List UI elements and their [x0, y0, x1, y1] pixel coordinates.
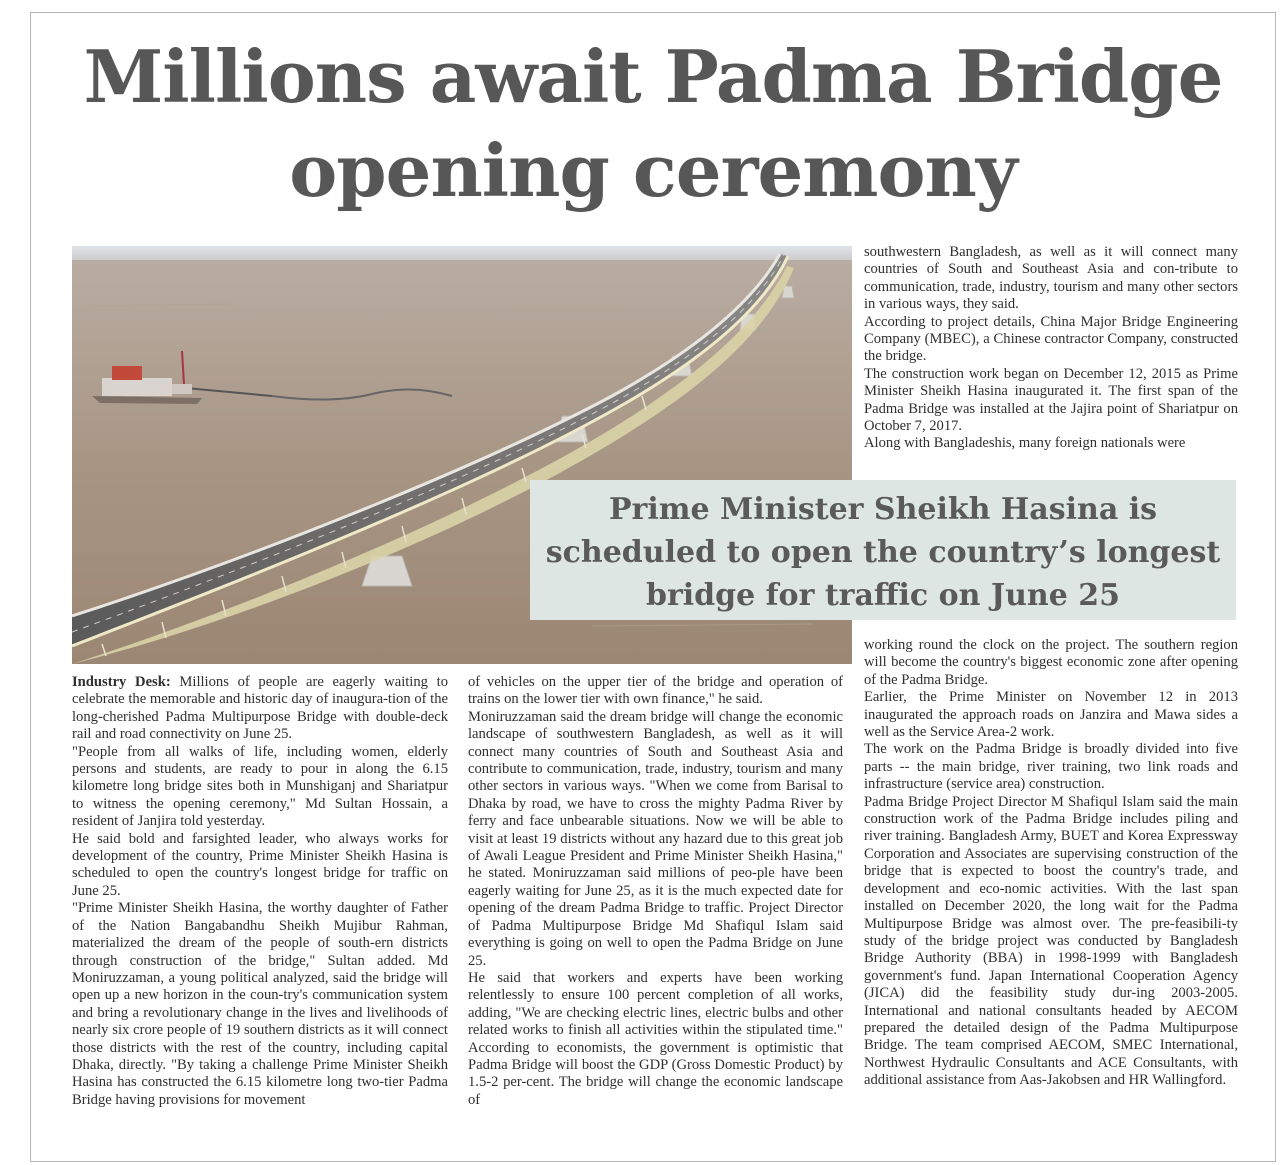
- byline: Industry Desk:: [72, 674, 171, 690]
- article-paragraph: Industry Desk: Millions of people are eagerly waiting to celebrate the memorable and historic day of inaugura-tion of the long-cherished Padma Multipurpose Bridge with double-deck rail and road connectivity on June 25.: [72, 674, 448, 743]
- article-paragraph: The construction work began on December 12, 2015 as Prime Minister Sheikh Hasina inaugurated it. The first span of the Padma Bridge was installed at the Jajira point of Shariatpur on October 7, 2017.: [864, 365, 1238, 435]
- article-column-3-top: [864, 244, 1238, 453]
- article-paragraph: "People from all walks of life, including women, elderly persons and students, are ready to pour in along the 6.15 kilometre long bridge sites both in Munshiganj and Shariatpur to witness the opening ceremony," Md Sultan Hossain, a resident of Janjira told yesterday.: [72, 743, 448, 830]
- pull-quote: Prime Minister Sheikh Hasina is scheduled to open the country’s longest bridge for traffic on June 25: [530, 480, 1236, 620]
- article-column-1: [72, 674, 448, 1109]
- article-paragraph: Earlier, the Prime Minister on November 12 in 2013 inaugurated the approach roads on Janzira and Mawa sides a well as the Service Area-2 work.: [864, 689, 1238, 741]
- article-paragraph: The work on the Padma Bridge is broadly divided into five parts -- the main bridge, river training, two link roads and infrastructure (service area) construction.: [864, 741, 1238, 793]
- article-paragraph: Along with Bangladeshis, many foreign nationals were: [864, 435, 1186, 452]
- article-paragraph: southwestern Bangladesh, as well as it will connect many countries of South and Southeast Asia and con-tribute to communication, trade, industry, tourism and many other sectors in various ways, they said.: [864, 244, 1238, 313]
- article-column-3-bottom: [864, 637, 1238, 1090]
- article-paragraph: Moniruzzaman said the dream bridge will change the economic landscape of southwestern Bangladesh, as well as it will connect many countries of South and Southeast Asia and contribute to communication, trade, industry, tourism and many other sectors in various ways. "When we come from Barisal to Dhaka by road, we have to cross the mighty Padma River by ferry and face unbearable situations. Now we will be able to visit at least 19 districts without any hazard due to this great job of Awali League President and Prime Minister Sheikh Hasina," he stated. Moniruzzaman said millions of peo-ple have been eagerly waiting for June 25, as it is the much expected date for opening of the dream Padma Bridge to traffic. Project Director of Padma Multipurpose Bridge Md Shafiqul Islam said everything is going on well to open the Padma Bridge on June 25.: [468, 708, 843, 969]
- article-paragraph: of vehicles on the upper tier of the bridge and operation of trains on the lower tier with own finance," he said.: [468, 674, 843, 708]
- article-paragraph: According to project details, China Major Bridge Engineering Company (MBEC), a Chinese contractor Company, constructed the bridge.: [864, 313, 1238, 365]
- article-paragraph: "Prime Minister Sheikh Hasina, the worthy daughter of Father of the Nation Bangabandhu Sheikh Mujibur Rahman, materialized the dream of the people of south-ern districts through construction of the bridge," Sultan added. Md Moniruzzaman, a young political analyzed, said the bridge will open up a new horizon in the coun-try's communication system and bring a revolutionary change in the lives and livelihoods of nearly six crore people of 19 southern districts as it will connect those districts with the rest of the country, including capital Dhaka, directly. "By taking a challenge Prime Minister Sheikh Hasina has constructed the 6.15 kilometre long two-tier Padma Bridge having provisions for movement: [72, 900, 448, 1108]
- article-paragraph: He said that workers and experts have been working relentlessly to ensure 100 percent completion of all works, adding, "We are checking electric lines, electric bulbs and other related works to finish all activities within the stipulated time." According to economists, the government is optimistic that Padma Bridge will boost the GDP (Gross Domestic Product) by 1.5-2 per-cent. The bridge will change the economic landscape of: [468, 969, 843, 1108]
- article-column-2: [468, 674, 843, 1109]
- article-paragraph: Padma Bridge Project Director M Shafiqul Islam said the main construction work of the Padma Bridge includes piling and river training. Bangladesh Army, BUET and Korea Expressway Corporation and Associates are supervising construction of the bridge that is expected to boost the country's trade, and development and eco-nomic activities. With the last span installed on December 2020, the long wait for the Padma Multipurpose Bridge was almost over. The pre-feasibili-ty study of the bridge project was conducted by Bangladesh Bridge Authority (BBA) in 1998-1999 with Bangladesh government's fund. Japan International Cooperation Agency (JICA) did the feasibility study dur-ing 2003-2005. International and national consultants headed by AECOM prepared the detailed design of the Padma Multipurpose Bridge. The team comprised AECOM, SMEC International, Northwest Hydraulic Consultants and ACE Consultants, with additional assistance from Aas-Jakobsen and HR Wallingford.: [864, 793, 1238, 1089]
- article-paragraph: He said bold and farsighted leader, who always works for development of the country, Prime Minister Sheikh Hasina is scheduled to open the country's longest bridge for traffic on June 25.: [72, 830, 448, 899]
- article-paragraph: working round the clock on the project. The southern region will become the country's biggest economic zone after opening of the Padma Bridge.: [864, 637, 1238, 688]
- headline: Millions await Padma Bridge opening ceremony: [83, 34, 1223, 213]
